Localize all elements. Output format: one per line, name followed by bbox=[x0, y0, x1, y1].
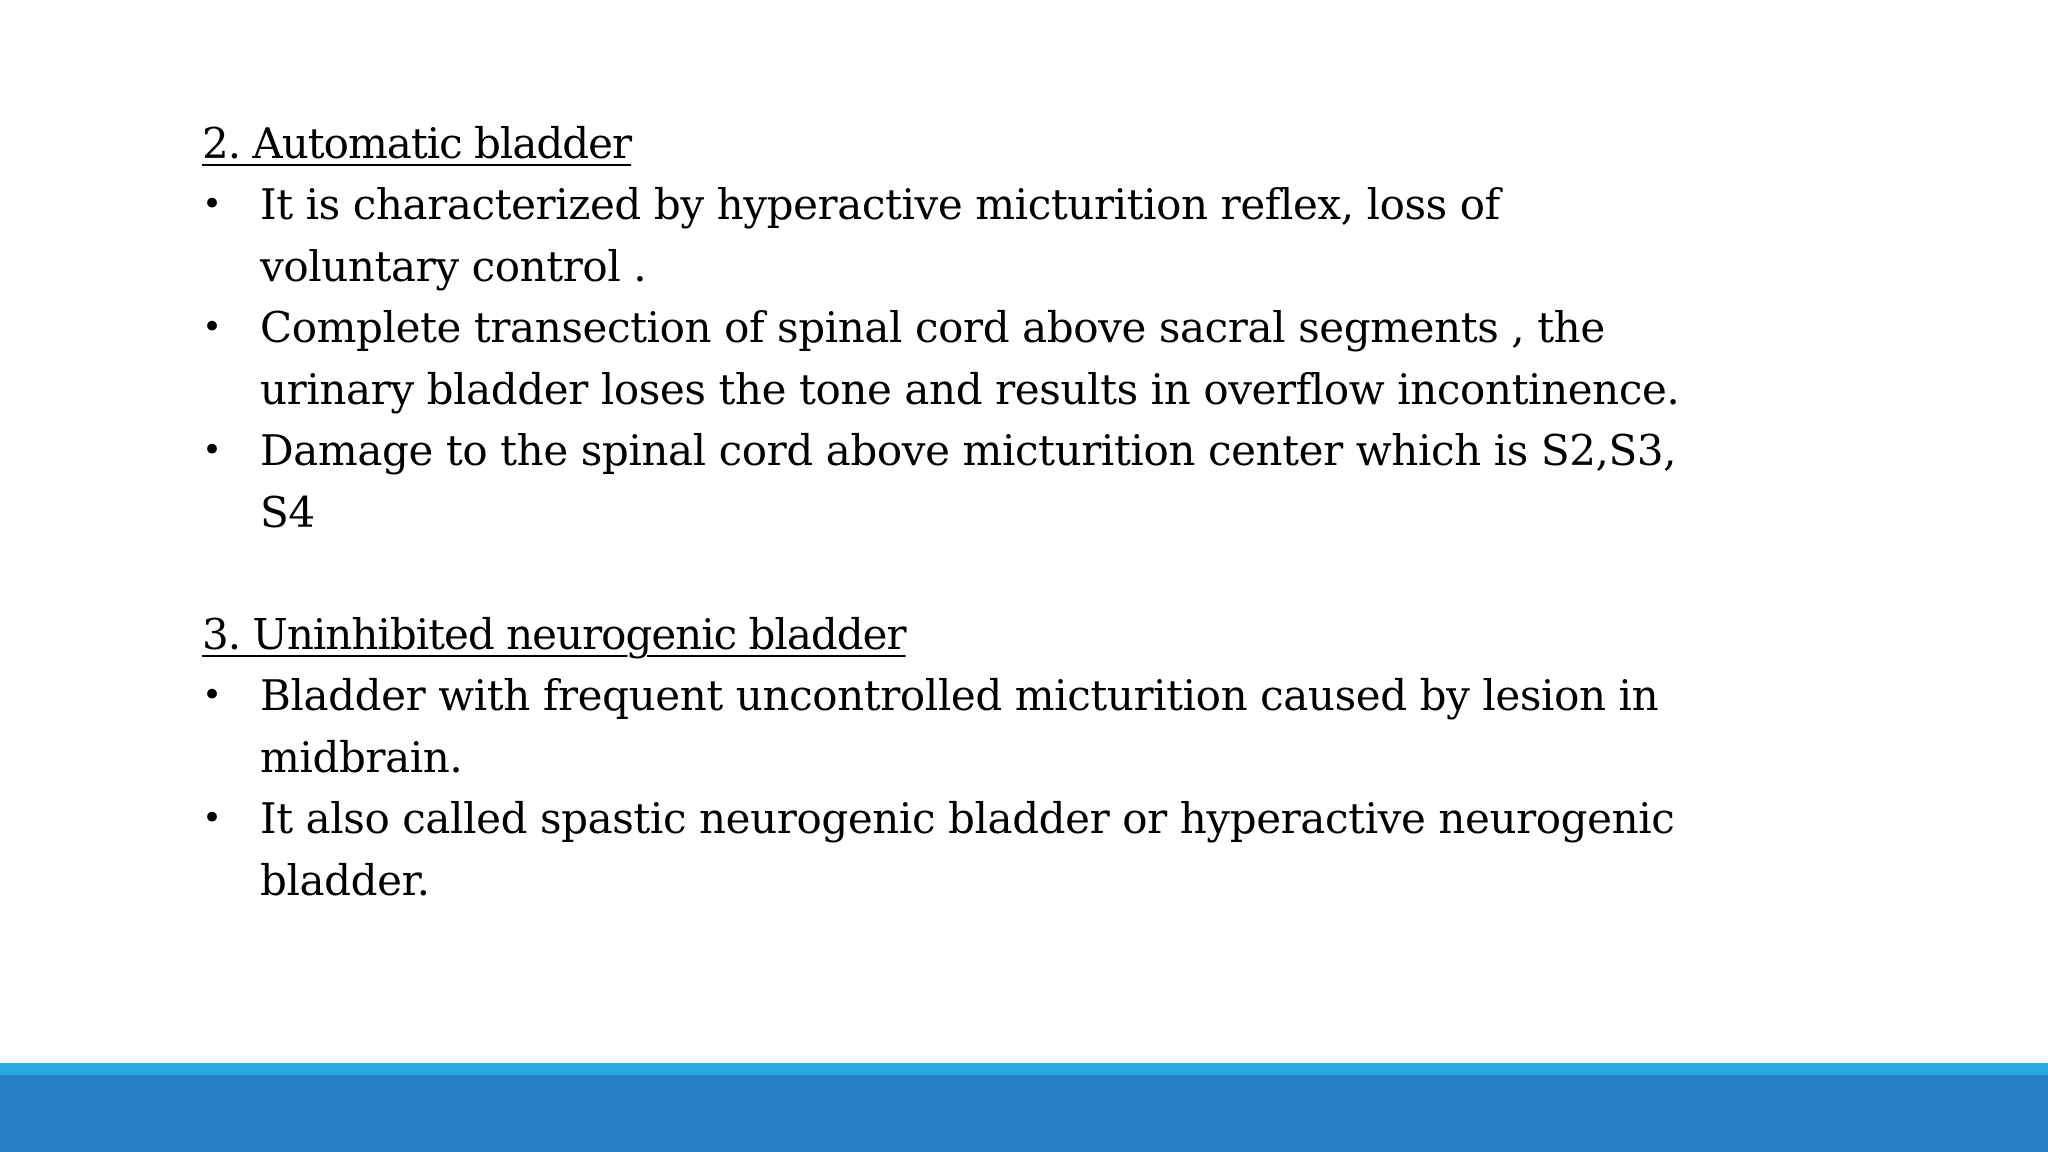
bullet-icon: • bbox=[202, 184, 222, 224]
bullet-text: It is characterized by hyperactive micturition reflex, loss of voluntary control . bbox=[260, 180, 1500, 291]
bullet-icon: • bbox=[202, 675, 222, 715]
footer-accent-stripe bbox=[0, 1063, 2048, 1075]
bullet-icon: • bbox=[202, 430, 222, 470]
section-heading-automatic-bladder: 2. Automatic bladder bbox=[202, 119, 632, 168]
section-heading-uninhibited-neurogenic-bladder: 3. Uninhibited neurogenic bladder bbox=[202, 610, 906, 659]
bullet-icon: • bbox=[202, 798, 222, 838]
slide-content bbox=[202, 113, 1702, 911]
bullet-text: Bladder with frequent uncontrolled micturition caused by lesion in midbrain. bbox=[260, 671, 1659, 782]
list-item bbox=[202, 420, 1690, 543]
bullet-icon: • bbox=[202, 307, 222, 347]
bullet-list-uninhibited-neurogenic-bladder bbox=[202, 665, 1702, 911]
bullet-text: Damage to the spinal cord above micturition center which is S2,S3, S4 bbox=[260, 426, 1677, 537]
bullet-text: Complete transection of spinal cord above sacral segments , the urinary bladder loses the tone and results in overflow incontinence. bbox=[260, 303, 1680, 414]
bullet-list-automatic-bladder bbox=[202, 174, 1702, 543]
bullet-text: It also called spastic neurogenic bladder or hyperactive neurogenic bladder. bbox=[260, 794, 1675, 905]
list-item bbox=[202, 297, 1690, 420]
footer-band bbox=[0, 1075, 2048, 1152]
list-item bbox=[202, 665, 1690, 788]
list-item bbox=[202, 174, 1690, 297]
section-spacer bbox=[202, 543, 1702, 604]
list-item bbox=[202, 788, 1690, 911]
